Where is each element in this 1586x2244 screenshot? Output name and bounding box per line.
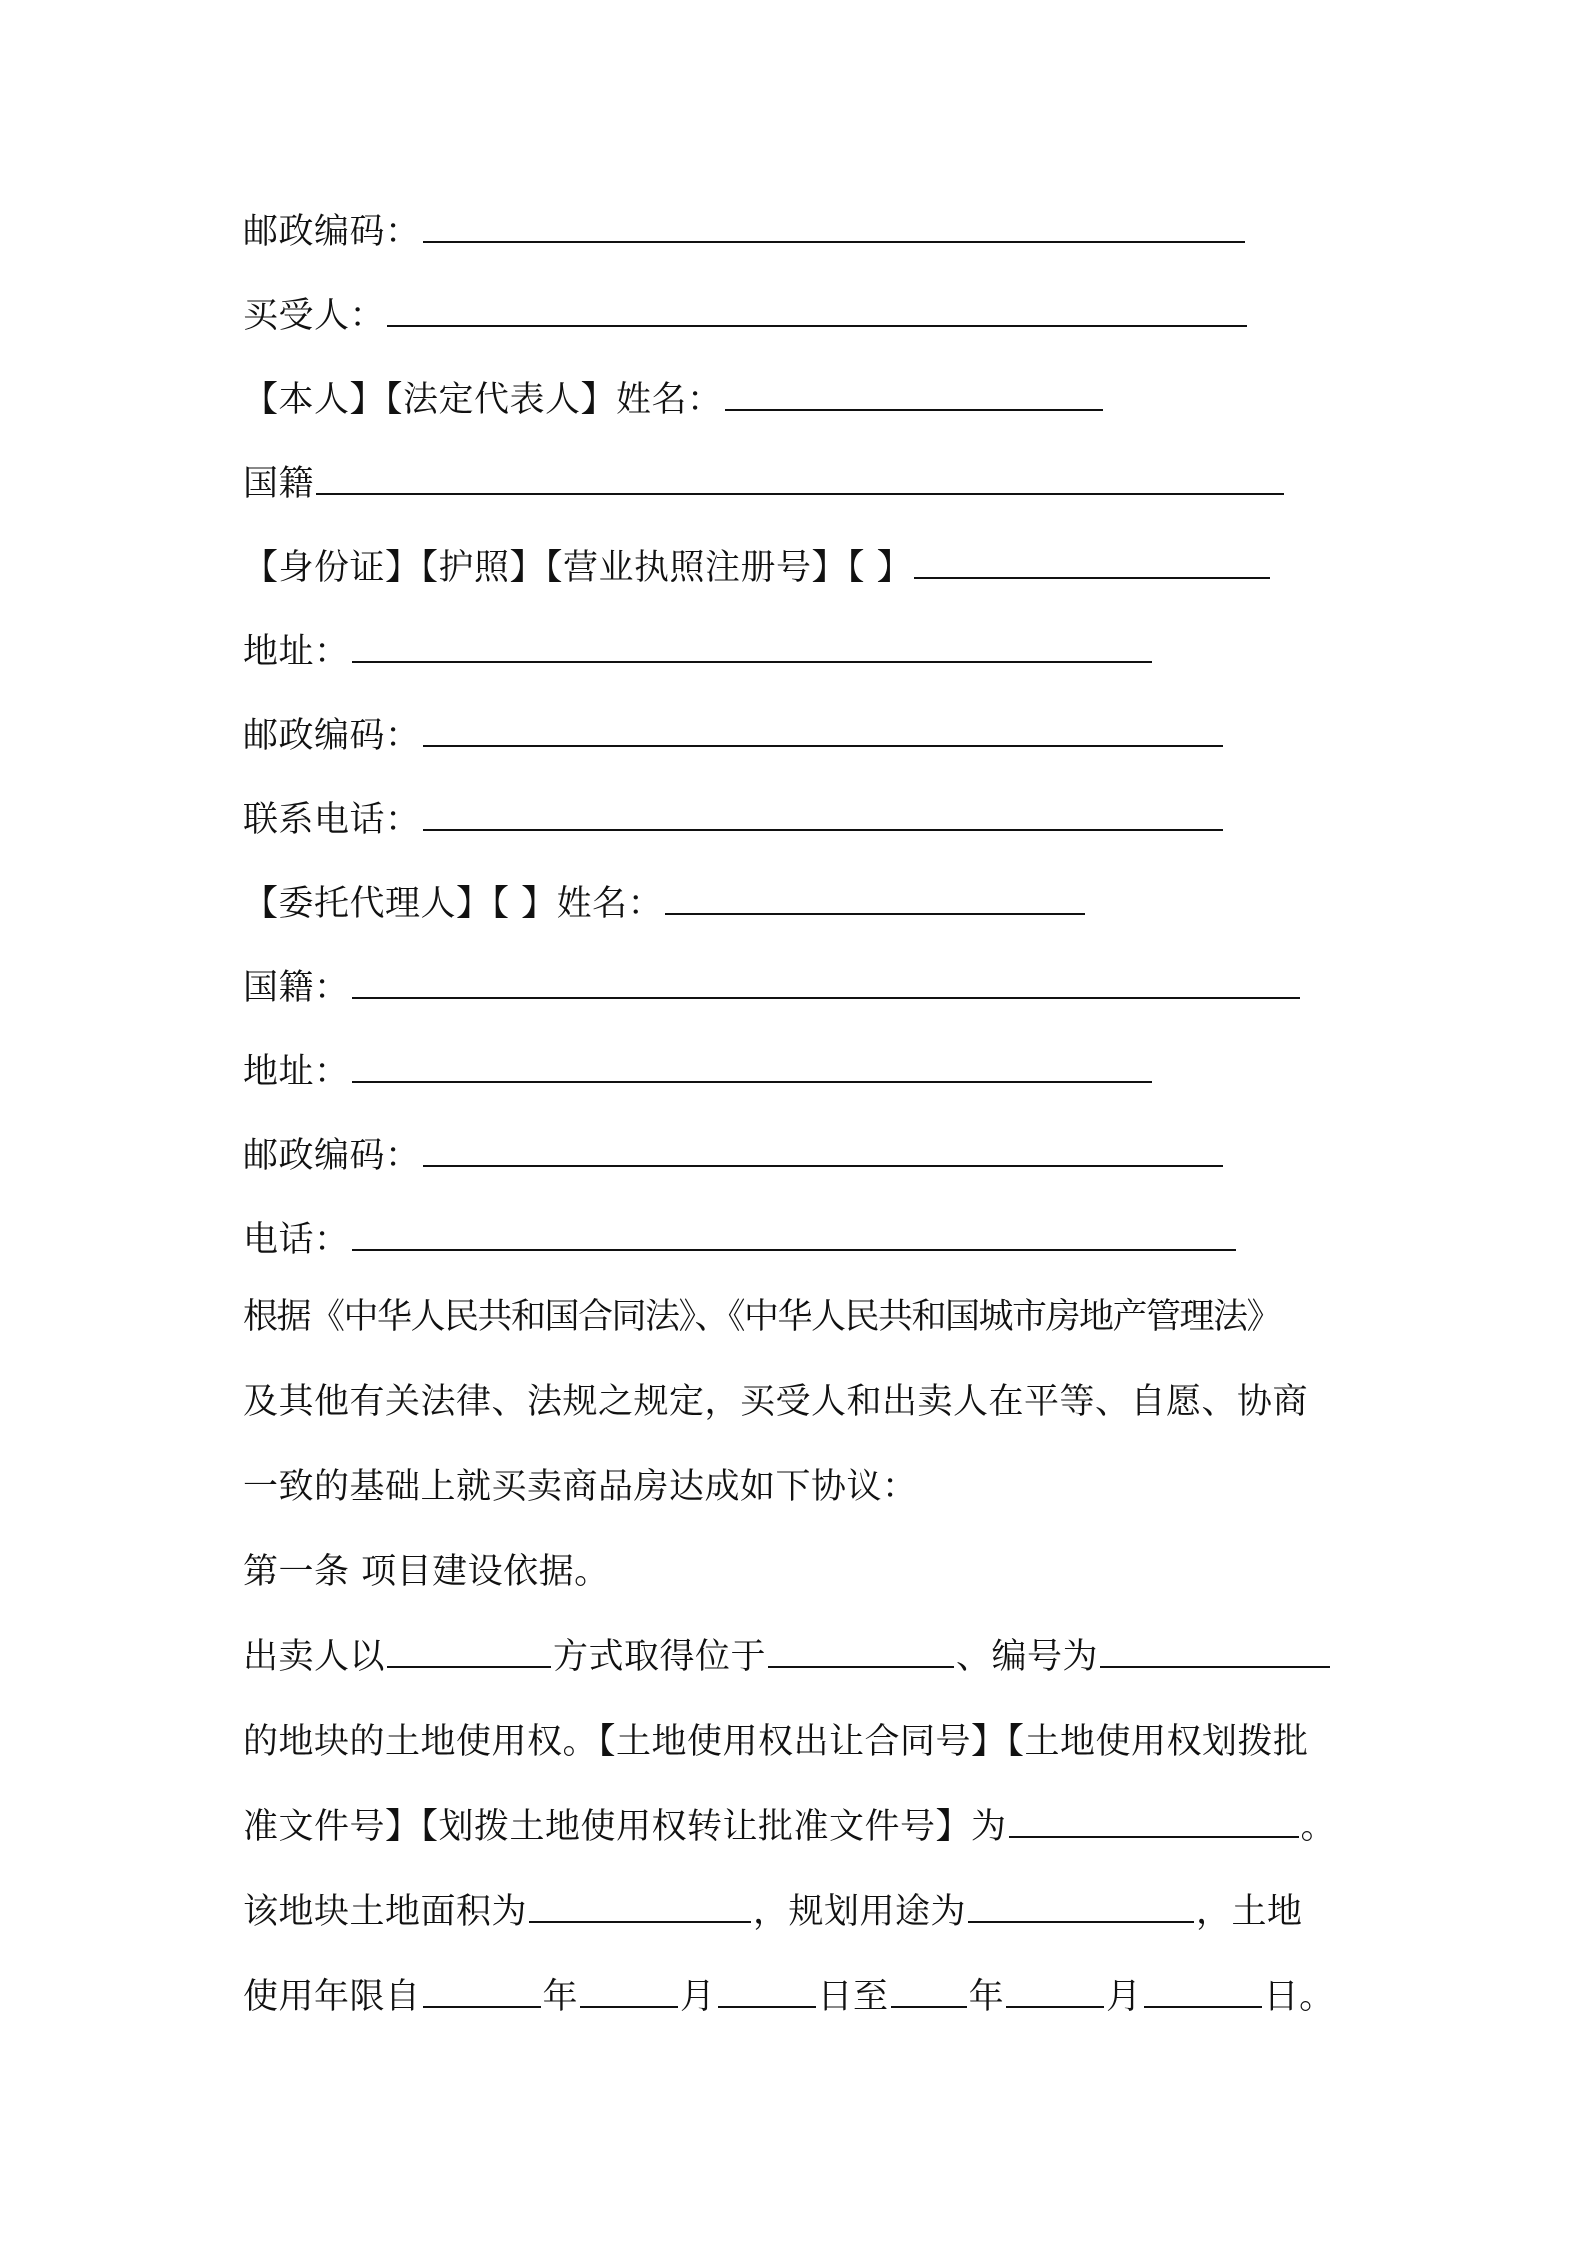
buyer-phone-blank[interactable] bbox=[423, 799, 1223, 831]
agent-phone-label: 电话： bbox=[243, 1220, 350, 1260]
agent-address-line bbox=[243, 1050, 1154, 1094]
article-1-l3-a: 准文件号】【划拨土地使用权转让批准文件号】为 bbox=[243, 1807, 1007, 1847]
buyer-rep-blank[interactable] bbox=[725, 379, 1103, 411]
buyer-id-line bbox=[243, 546, 1272, 590]
buyer-address-line bbox=[243, 630, 1154, 674]
agent-address-label: 地址： bbox=[243, 1052, 350, 1092]
seller-postal-line bbox=[243, 210, 1247, 254]
article-1-line-5 bbox=[243, 1975, 1335, 2019]
start-year-label: 年 bbox=[542, 1977, 579, 2017]
buyer-phone-line bbox=[243, 798, 1225, 842]
article-1-title: 第一条 项目建设依据。 bbox=[243, 1552, 610, 1592]
buyer-postal-blank[interactable] bbox=[423, 715, 1223, 747]
buyer-phone-label: 联系电话： bbox=[243, 800, 421, 840]
planned-use-blank[interactable] bbox=[968, 1891, 1194, 1923]
approval-number-blank[interactable] bbox=[1009, 1806, 1299, 1838]
agent-nationality-label: 国籍： bbox=[243, 968, 350, 1008]
article-1-l4-c: ，土地 bbox=[1196, 1892, 1303, 1932]
article-1-line-2: 的地块的土地使用权。【土地使用权出让合同号】【土地使用权划拨批 bbox=[243, 1722, 1309, 1762]
buyer-nationality-label: 国籍 bbox=[243, 464, 315, 504]
buyer-line bbox=[243, 294, 1249, 338]
buyer-nationality-blank[interactable] bbox=[316, 463, 1284, 495]
buyer-id-label: 【身份证】【护照】【营业执照注册号】【 】 bbox=[243, 548, 913, 588]
article-1-l4-a: 该地块土地面积为 bbox=[243, 1892, 528, 1932]
preamble-line-3: 一致的基础上就买卖商品房达成如下协议： bbox=[243, 1467, 918, 1507]
start-day-label: 日至 bbox=[817, 1977, 889, 2017]
agent-phone-blank[interactable] bbox=[352, 1219, 1236, 1251]
end-year-blank[interactable] bbox=[891, 1976, 967, 2008]
buyer-id-blank[interactable] bbox=[914, 547, 1270, 579]
buyer-rep-label: 【本人】【法定代表人】姓名： bbox=[243, 380, 723, 420]
agent-postal-label: 邮政编码： bbox=[243, 1136, 421, 1176]
article-1-l5-a: 使用年限自 bbox=[243, 1977, 421, 2017]
acquisition-method-blank[interactable] bbox=[387, 1636, 551, 1668]
agent-postal-blank[interactable] bbox=[423, 1135, 1223, 1167]
agent-label: 【委托代理人】【 】姓名： bbox=[243, 884, 664, 924]
article-1-l1-b: 方式取得位于 bbox=[553, 1637, 767, 1677]
agent-name-blank[interactable] bbox=[665, 883, 1085, 915]
article-1-line-1 bbox=[243, 1635, 1332, 1679]
location-blank[interactable] bbox=[768, 1636, 954, 1668]
seller-postal-label: 邮政编码： bbox=[243, 212, 421, 252]
seller-postal-blank[interactable] bbox=[423, 211, 1245, 243]
buyer-address-label: 地址： bbox=[243, 632, 350, 672]
agent-nationality-blank[interactable] bbox=[352, 967, 1300, 999]
end-day-label: 日。 bbox=[1263, 1977, 1335, 2017]
article-1-line-3 bbox=[243, 1805, 1336, 1849]
start-day-blank[interactable] bbox=[718, 1976, 816, 2008]
article-1-l1-c: 、编号为 bbox=[956, 1637, 1099, 1677]
start-month-blank[interactable] bbox=[580, 1976, 678, 2008]
agent-phone-line bbox=[243, 1218, 1238, 1262]
end-day-blank[interactable] bbox=[1144, 1976, 1262, 2008]
buyer-blank[interactable] bbox=[387, 295, 1247, 327]
agent-address-blank[interactable] bbox=[352, 1051, 1152, 1083]
start-year-blank[interactable] bbox=[423, 1976, 541, 2008]
end-month-label: 月 bbox=[1106, 1977, 1142, 2017]
agent-postal-line bbox=[243, 1134, 1225, 1178]
agent-nationality-line bbox=[243, 966, 1302, 1010]
article-1-line-4 bbox=[243, 1890, 1303, 1934]
buyer-postal-label: 邮政编码： bbox=[243, 716, 421, 756]
agent-line bbox=[243, 882, 1087, 926]
article-1-l4-b: ，规划用途为 bbox=[753, 1892, 967, 1932]
end-year-label: 年 bbox=[968, 1977, 1005, 2017]
preamble-line-1: 根据《中华人民共和国合同法》、《中华人民共和国城市房地产管理法》 bbox=[243, 1297, 1281, 1337]
plot-number-blank[interactable] bbox=[1100, 1636, 1330, 1668]
article-1-l3-b: 。 bbox=[1300, 1807, 1337, 1847]
preamble-line-2: 及其他有关法律、法规之规定，买受人和出卖人在平等、自愿、协商 bbox=[243, 1382, 1309, 1422]
buyer-label: 买受人： bbox=[243, 296, 386, 336]
buyer-nationality-line bbox=[243, 462, 1286, 506]
end-month-blank[interactable] bbox=[1006, 1976, 1104, 2008]
start-month-label: 月 bbox=[680, 1977, 716, 2017]
article-1-l1-a: 出卖人以 bbox=[243, 1637, 386, 1677]
buyer-postal-line bbox=[243, 714, 1225, 758]
buyer-address-blank[interactable] bbox=[352, 631, 1152, 663]
buyer-rep-line bbox=[243, 378, 1105, 422]
land-area-blank[interactable] bbox=[529, 1891, 751, 1923]
